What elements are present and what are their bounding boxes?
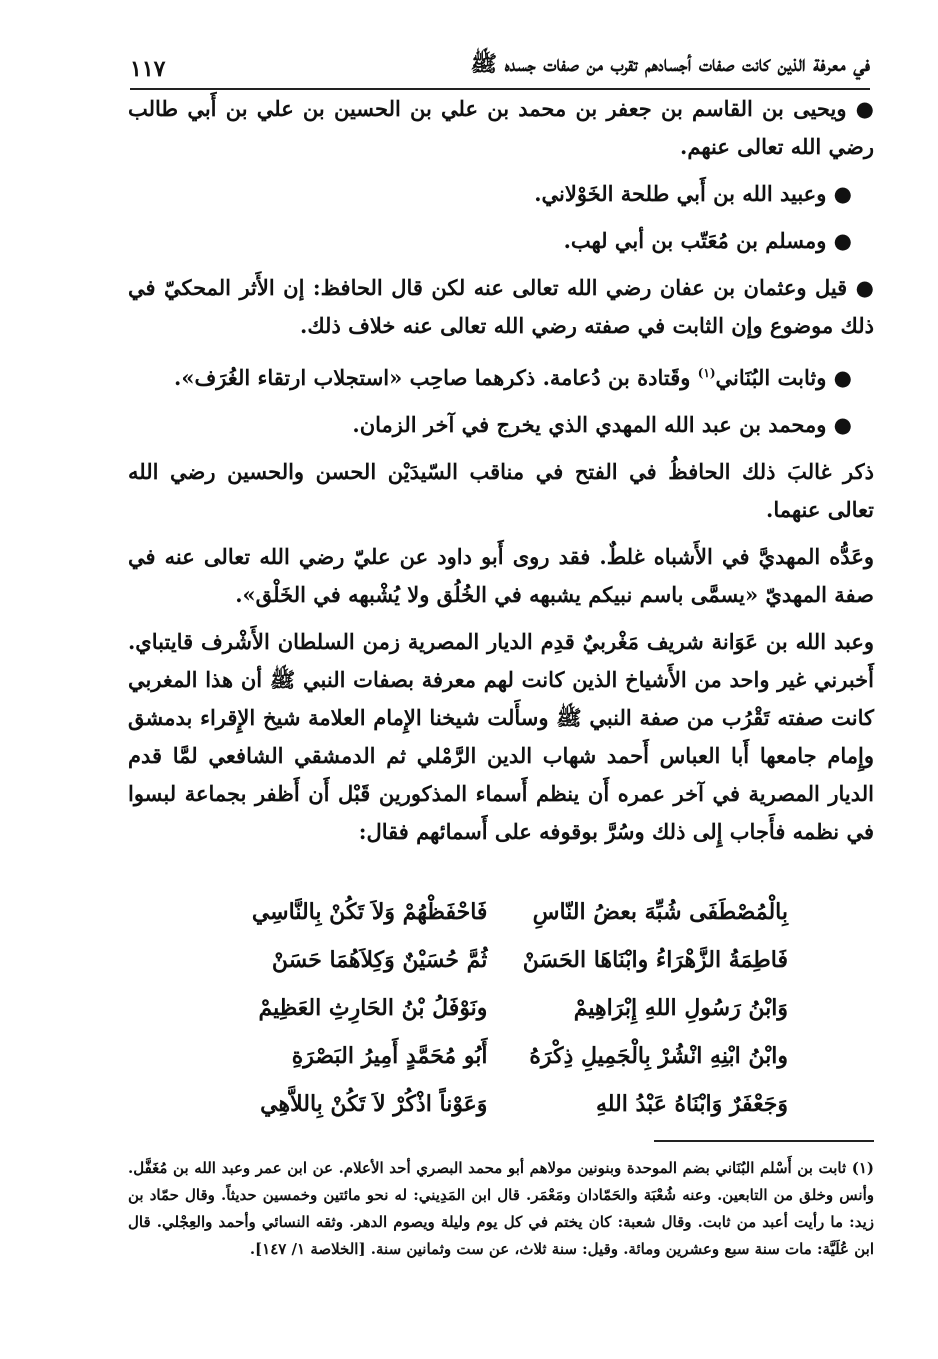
verse-second-hemistich: ونَوْفَلُ بْنُ الحَارِثِ العَظِيمْ [258, 995, 488, 1021]
verse-first-hemistich: وَجَعْفَرٌ وَابْنَاهُ عَبْدُ اللهِ [595, 1091, 788, 1117]
verse [210, 1032, 788, 1080]
page-number: ١١٧ [130, 56, 166, 82]
paragraph: ● ومسلم بن مُعَتّب بن أبي لهب. [563, 228, 852, 253]
verse [210, 888, 788, 936]
verse-second-hemistich: ثُمَّ حُسَيْنٌ وَكِلاَهُمَا حَسَنْ [271, 947, 488, 973]
paragraph: ذكر غالبَ ذلك الحافظُ في الفتح في مناقب السّيدَيْن الحسن والحسين رضي الله تعالى عنهما. [128, 459, 874, 522]
verse-first-hemistich: وَابْنُ رَسُولِ اللهِ إِبْرَاهِيمْ [573, 995, 788, 1021]
verse-second-hemistich: وَعَوْناً اذْكُرْ لاَ تَكُنْ بِاللاَّهِي [260, 1091, 488, 1117]
verse [210, 1080, 788, 1128]
running-header [130, 34, 870, 90]
verse-second-hemistich: أَبُو مُحَمَّدٍ أَمِيرُ البَصْرَةِ [291, 1043, 488, 1069]
paragraph-thabit [128, 354, 852, 397]
poem [210, 888, 788, 1128]
verse-first-hemistich: وابْنُ ابْنِهِ انْشُرْ بِالْجَمِيلِ ذِكْرَهُ [529, 1043, 788, 1069]
main-text [128, 90, 874, 860]
verse-first-hemistich: بِالْمُصْطَفَى شُبِّهَ بعضُ النّاسِ [532, 899, 788, 925]
paragraph: ● ومحمد بن عبد الله المهدي الذي يخرج في آخر الزمان. [352, 412, 852, 437]
thabit-rest: وقَتادة بن دُعامة. ذكرهما صاحِب «استجلاب ارتقاء الغُرَف». [174, 365, 691, 390]
verse [210, 936, 788, 984]
paragraph: وعَدُّه المهديَّ في الأَشباه غلطٌ. فقد روى أَبو داود عن عليّ رضي الله تعالى عنه في صفة المهديّ «يسمَّى باسم نبيكم يشبهه في الخُلُق ولا يُشْبهه في الخَلْق». [128, 544, 874, 607]
paragraph: ● قيل وعثمان بن عفان رضي الله تعالى عنه لكن قال الحافظ: إن الأَثر المحكيّ في ذلك موضوع وإن الثابت في صفته رضي الله تعالى عنه خلاف ذلك. [128, 275, 874, 338]
verse-second-hemistich: فَاحْفَظْهُمْ وَلاَ تَكُنْ بِالنَّاسِي [251, 899, 488, 925]
footnote-separator [654, 1140, 874, 1142]
verse [210, 984, 788, 1032]
paragraph: وعبد الله بن عَوَانة شريف مَغْربيٌ قدِم الديار المصرية زمن السلطان الأَشْرف قايتباي. أَخبرني غير واحد من الأَشياخ الذين كانت لهم معرفة بصفات النبي ﷺ أن هذا المغربي كانت صفته تَقْرُب من صفة النبي ﷺ وسأَلت شيخنا الإِمام العلامة شيخ الإِقراء بدمشق وإِمام جامعها أَبا العباس أَحمد شهاب الدين الرَّمْلي ثم الدمشقي الشافعي لمَّا قدم الديار المصرية في آخر عمره أَن ينظم أَسماء المذكورين قَبْل أَن أَظفر بجماعة لبسوا في نظمه فأَجاب إِلى ذلك وسُرَّ بوقوفه على أَسمائهم فقال: [128, 629, 874, 844]
thabit-name: ● وثابت البُنَاني [715, 365, 852, 390]
header-title: في معرفة الذين كانت صفات أجسادهم تقرب من صفات جسده ﷺ [470, 51, 870, 77]
paragraph: ● ويحيى بن القاسم بن جعفر بن محمد بن علي بن الحسين بن علي بن أَبي طالب رضي الله تعالى عنهم. [128, 96, 874, 159]
paragraph: ● وعبيد الله بن أَبي طلحة الخَوْلاني. [534, 181, 852, 206]
verse-first-hemistich: فَاطِمَةُ الزَّهْرَاءُ وابْنَاهَا الحَسَنْ [522, 947, 788, 973]
footnote: (١) ثابت بن أَسْلم البُنَاني بضم الموحدة وبنونين مولاهم أبو محمد البصري أحد الأعلام. عن ابن عمر وعبد الله بن مُغَفَّل. وأنس وخلق من التابعين. وعنه شُعْبَة والحَمّادان ومَعْمَر. قال ابن المَدِيني: له نحو مائتين وخمسين حديثاً. وقال حمّاد بن زيد: ما رأيت أعبد من ثابت. وقال شعبة: كان يختم في كل يوم وليلة ويصوم الدهر. وثقه النسائي وأحمد والعِجْلي. قال ابن عُلَيَّة: مات سنة سبع وعشرين ومائة. وقيل: سنة ثلاث، عن ست وثمانين سنة. [الخلاصة ١/ ١٤٧]. [128, 1159, 874, 1258]
footnote-marker[interactable]: (١) [697, 366, 716, 380]
